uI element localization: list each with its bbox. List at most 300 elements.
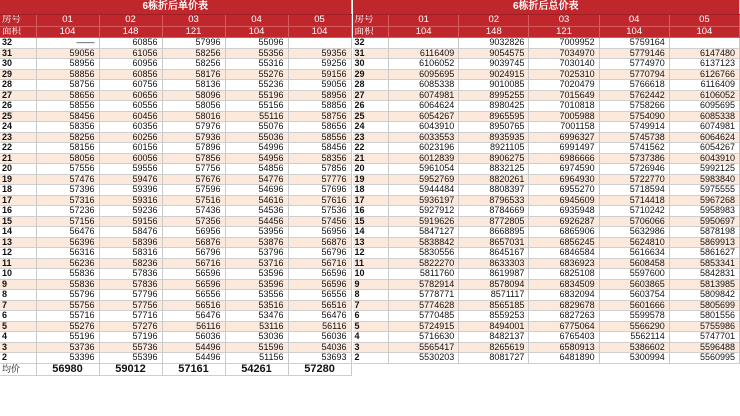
price-cell: 53736 bbox=[36, 342, 99, 353]
price-cell: 51596 bbox=[225, 342, 288, 353]
floor-number: 29 bbox=[0, 69, 36, 80]
area-header: 面积 bbox=[0, 26, 36, 38]
price-cell: 7034970 bbox=[529, 48, 599, 59]
floor-number: 2 bbox=[353, 353, 389, 364]
price-cell: 8619987 bbox=[459, 269, 529, 280]
price-cell: 60556 bbox=[99, 101, 162, 112]
price-cell: 59056 bbox=[36, 48, 99, 59]
unit-price-table bbox=[0, 0, 352, 376]
price-cell: 6126766 bbox=[669, 69, 739, 80]
price-cell: 5597600 bbox=[599, 269, 669, 280]
price-cell: 56876 bbox=[288, 237, 351, 248]
area-header-row bbox=[353, 26, 740, 38]
table-title: 6栋折后单价表 bbox=[0, 0, 351, 15]
price-cell: 57556 bbox=[36, 164, 99, 175]
table-row bbox=[353, 342, 740, 353]
price-cell: 5603865 bbox=[599, 279, 669, 290]
table-row bbox=[353, 353, 740, 364]
table-row bbox=[0, 143, 351, 154]
price-cell bbox=[288, 38, 351, 49]
floor-number: 30 bbox=[353, 59, 389, 70]
price-cell: 8482137 bbox=[459, 332, 529, 343]
price-cell: 7030140 bbox=[529, 59, 599, 70]
unit-header: 05 bbox=[669, 15, 739, 27]
table-row bbox=[353, 174, 740, 185]
price-cell: 6775064 bbox=[529, 321, 599, 332]
price-cell: 8565185 bbox=[459, 300, 529, 311]
price-cell: 6991497 bbox=[529, 143, 599, 154]
price-cell: 8265619 bbox=[459, 342, 529, 353]
area-header: 面积 bbox=[353, 26, 389, 38]
price-cell: 5950697 bbox=[669, 216, 739, 227]
price-cell: 5961054 bbox=[389, 164, 459, 175]
table-row bbox=[353, 164, 740, 175]
price-cell: 5779146 bbox=[599, 48, 669, 59]
price-cell: 9054575 bbox=[459, 48, 529, 59]
floor-number: 18 bbox=[353, 185, 389, 196]
price-cell bbox=[669, 38, 739, 49]
price-cell: 5774970 bbox=[599, 59, 669, 70]
price-cell: 8657031 bbox=[459, 237, 529, 248]
price-cell: 57156 bbox=[36, 216, 99, 227]
price-cell: 55236 bbox=[225, 80, 288, 91]
price-cell: 6926287 bbox=[529, 216, 599, 227]
price-cell: 54956 bbox=[225, 153, 288, 164]
price-cell: 57356 bbox=[162, 216, 225, 227]
price-cell: 59256 bbox=[288, 59, 351, 70]
price-cell: 53036 bbox=[225, 332, 288, 343]
price-cell: 6064624 bbox=[389, 101, 459, 112]
price-cell: 56476 bbox=[162, 311, 225, 322]
floor-number: 10 bbox=[0, 269, 36, 280]
price-cell: 5853341 bbox=[669, 258, 739, 269]
area-value: 104 bbox=[389, 26, 459, 38]
price-cell: 7005988 bbox=[529, 111, 599, 122]
price-cell: 5861627 bbox=[669, 248, 739, 259]
floor-number: 5 bbox=[0, 321, 36, 332]
table-row bbox=[353, 321, 740, 332]
price-cell: 5811760 bbox=[389, 269, 459, 280]
price-cell: 56956 bbox=[288, 227, 351, 238]
price-cell: 56956 bbox=[162, 227, 225, 238]
price-cell: 8980425 bbox=[459, 101, 529, 112]
price-cell: 61056 bbox=[99, 48, 162, 59]
price-cell: 8935935 bbox=[459, 132, 529, 143]
table-row bbox=[353, 122, 740, 133]
price-cell: 60256 bbox=[99, 132, 162, 143]
price-cell: 8571117 bbox=[459, 290, 529, 301]
table-row bbox=[353, 90, 740, 101]
unit-header: 04 bbox=[225, 15, 288, 27]
table-row bbox=[353, 69, 740, 80]
price-cell: 5958983 bbox=[669, 206, 739, 217]
table-row bbox=[0, 269, 351, 280]
table-row bbox=[353, 111, 740, 122]
floor-number: 13 bbox=[353, 237, 389, 248]
price-cell: 8784669 bbox=[459, 206, 529, 217]
floor-number: 23 bbox=[0, 132, 36, 143]
price-cell: 58456 bbox=[36, 111, 99, 122]
price-cell: 6074981 bbox=[389, 90, 459, 101]
table-row bbox=[0, 122, 351, 133]
price-cell: 58396 bbox=[99, 237, 162, 248]
price-cell: 8832125 bbox=[459, 164, 529, 175]
price-cell: 6827263 bbox=[529, 311, 599, 322]
price-cell: 6043910 bbox=[669, 153, 739, 164]
price-cell: 56316 bbox=[36, 248, 99, 259]
table-row bbox=[0, 279, 351, 290]
table-row bbox=[353, 48, 740, 59]
price-cell: 55396 bbox=[99, 353, 162, 364]
price-cell: 60856 bbox=[99, 69, 162, 80]
price-cell: 59156 bbox=[288, 69, 351, 80]
price-cell: 7009952 bbox=[529, 38, 599, 49]
unit-header: 05 bbox=[288, 15, 351, 27]
price-cell: 56596 bbox=[288, 279, 351, 290]
price-cell: 6865906 bbox=[529, 227, 599, 238]
price-cell: 57436 bbox=[162, 206, 225, 217]
table-row bbox=[0, 48, 351, 59]
price-cell: 53693 bbox=[288, 353, 351, 364]
price-cell: 8796533 bbox=[459, 195, 529, 206]
price-cell: 57456 bbox=[288, 216, 351, 227]
floor-number: 24 bbox=[0, 122, 36, 133]
price-cell: 58956 bbox=[36, 59, 99, 70]
price-cell: 5565417 bbox=[389, 342, 459, 353]
price-cell: 5878198 bbox=[669, 227, 739, 238]
price-cell: 53396 bbox=[36, 353, 99, 364]
table-row bbox=[0, 80, 351, 91]
table-row bbox=[353, 185, 740, 196]
price-cell: 57396 bbox=[36, 185, 99, 196]
price-cell: 8645167 bbox=[459, 248, 529, 259]
table-row bbox=[353, 143, 740, 154]
unit-header: 01 bbox=[389, 15, 459, 27]
table-row bbox=[0, 248, 351, 259]
price-cell: 53556 bbox=[225, 290, 288, 301]
price-cell: 56716 bbox=[162, 258, 225, 269]
price-cell: 58016 bbox=[162, 111, 225, 122]
price-cell: 58056 bbox=[36, 153, 99, 164]
table-row bbox=[0, 258, 351, 269]
table-row bbox=[353, 279, 740, 290]
table-row bbox=[353, 300, 740, 311]
price-cell: 5830556 bbox=[389, 248, 459, 259]
floor-number: 9 bbox=[0, 279, 36, 290]
price-cell: 58236 bbox=[99, 258, 162, 269]
price-cell: 6095695 bbox=[389, 69, 459, 80]
price-cell: 8965595 bbox=[459, 111, 529, 122]
price-cell: 7010818 bbox=[529, 101, 599, 112]
price-cell: 5927912 bbox=[389, 206, 459, 217]
price-cell: 58356 bbox=[36, 122, 99, 133]
area-value: 104 bbox=[669, 26, 739, 38]
price-cell: 9032826 bbox=[459, 38, 529, 49]
floor-number: 24 bbox=[353, 122, 389, 133]
price-cell: 5770794 bbox=[599, 69, 669, 80]
total-price-table bbox=[353, 0, 740, 364]
price-cell: 55076 bbox=[225, 122, 288, 133]
price-cell: 5530203 bbox=[389, 353, 459, 364]
table-row bbox=[0, 227, 351, 238]
price-cell: 8559253 bbox=[459, 311, 529, 322]
floor-number: 12 bbox=[353, 248, 389, 259]
price-cell: 8921105 bbox=[459, 143, 529, 154]
table-row bbox=[353, 216, 740, 227]
price-cell: 5603754 bbox=[599, 290, 669, 301]
price-cell: 54696 bbox=[225, 185, 288, 196]
price-cell: 57616 bbox=[288, 195, 351, 206]
price-cell: 6012839 bbox=[389, 153, 459, 164]
unit-header-row bbox=[353, 15, 740, 27]
floor-number: 19 bbox=[0, 174, 36, 185]
floor-number: 18 bbox=[0, 185, 36, 196]
price-cell: 8995255 bbox=[459, 90, 529, 101]
floor-number: 26 bbox=[353, 101, 389, 112]
floor-number: 19 bbox=[353, 174, 389, 185]
price-cell: 8494001 bbox=[459, 321, 529, 332]
table-row bbox=[353, 38, 740, 49]
price-cell: 57856 bbox=[288, 164, 351, 175]
price-cell: 56796 bbox=[162, 248, 225, 259]
table-row bbox=[0, 321, 351, 332]
price-cell: 5983840 bbox=[669, 174, 739, 185]
price-cell: 6085338 bbox=[669, 111, 739, 122]
price-cell: 58176 bbox=[162, 69, 225, 80]
price-cell: 5759164 bbox=[599, 38, 669, 49]
price-cell: 60456 bbox=[99, 111, 162, 122]
price-cell: 57316 bbox=[36, 195, 99, 206]
floor-number: 31 bbox=[0, 48, 36, 59]
price-cell: 57476 bbox=[36, 174, 99, 185]
price-cell: 55356 bbox=[225, 48, 288, 59]
price-cell: 59236 bbox=[99, 206, 162, 217]
price-cell: 58056 bbox=[162, 101, 225, 112]
price-cell: 58476 bbox=[99, 227, 162, 238]
price-cell: 58556 bbox=[36, 101, 99, 112]
price-cell: 8668895 bbox=[459, 227, 529, 238]
price-cell: 57756 bbox=[162, 164, 225, 175]
price-cell: 5724915 bbox=[389, 321, 459, 332]
table-row bbox=[0, 164, 351, 175]
price-cell: 6116409 bbox=[669, 80, 739, 91]
price-cell: 58256 bbox=[36, 132, 99, 143]
price-cell: 56876 bbox=[162, 237, 225, 248]
price-cell: 6955270 bbox=[529, 185, 599, 196]
average-value: 54261 bbox=[225, 363, 288, 375]
price-cell: 6064624 bbox=[669, 132, 739, 143]
unit-header: 04 bbox=[599, 15, 669, 27]
table-row bbox=[0, 111, 351, 122]
average-value: 57161 bbox=[162, 363, 225, 375]
price-cell: 56716 bbox=[288, 258, 351, 269]
price-cell: 56596 bbox=[162, 269, 225, 280]
price-cell: 6935948 bbox=[529, 206, 599, 217]
price-cell: 56516 bbox=[162, 300, 225, 311]
price-cell: 54856 bbox=[225, 164, 288, 175]
price-cell: 8808397 bbox=[459, 185, 529, 196]
price-cell: 58456 bbox=[288, 143, 351, 154]
price-cell: 58556 bbox=[288, 132, 351, 143]
price-cell: 5778771 bbox=[389, 290, 459, 301]
floor-number: 4 bbox=[0, 332, 36, 343]
unit-header-row bbox=[0, 15, 351, 27]
price-cell: 58856 bbox=[36, 69, 99, 80]
area-value: 148 bbox=[99, 26, 162, 38]
price-cell: 53796 bbox=[225, 248, 288, 259]
price-cell: 6834509 bbox=[529, 279, 599, 290]
floor-number: 31 bbox=[353, 48, 389, 59]
floor-number: 16 bbox=[0, 206, 36, 217]
unit-header: 02 bbox=[99, 15, 162, 27]
price-cell: 6846584 bbox=[529, 248, 599, 259]
floor-number: 11 bbox=[353, 258, 389, 269]
price-cell: 5632986 bbox=[599, 227, 669, 238]
price-cell: 57836 bbox=[99, 269, 162, 280]
floor-number: 9 bbox=[353, 279, 389, 290]
price-cell: 5601666 bbox=[599, 300, 669, 311]
table-row bbox=[0, 174, 351, 185]
unit-header: 03 bbox=[162, 15, 225, 27]
price-cell: 53596 bbox=[225, 269, 288, 280]
price-cell: 55736 bbox=[99, 342, 162, 353]
average-label: 均价 bbox=[0, 363, 36, 375]
price-cell: 6481890 bbox=[529, 353, 599, 364]
price-cell: 55836 bbox=[36, 269, 99, 280]
table-row bbox=[353, 258, 740, 269]
table-row bbox=[353, 227, 740, 238]
price-cell: 58256 bbox=[162, 48, 225, 59]
price-cell: 5813985 bbox=[669, 279, 739, 290]
price-cell: 5599578 bbox=[599, 311, 669, 322]
price-cell: 56556 bbox=[162, 290, 225, 301]
price-cell: 6964930 bbox=[529, 174, 599, 185]
price-cell: 56036 bbox=[162, 332, 225, 343]
price-cell: 60756 bbox=[99, 80, 162, 91]
table-title-row bbox=[353, 0, 740, 15]
table-row bbox=[353, 237, 740, 248]
price-cell: 5944484 bbox=[389, 185, 459, 196]
price-cell: 5718594 bbox=[599, 185, 669, 196]
price-cell: 56516 bbox=[288, 300, 351, 311]
area-value: 121 bbox=[162, 26, 225, 38]
average-row bbox=[0, 363, 351, 375]
floor-number: 23 bbox=[353, 132, 389, 143]
price-cell: 5936197 bbox=[389, 195, 459, 206]
floor-number: 16 bbox=[353, 206, 389, 217]
floor-number: 22 bbox=[0, 143, 36, 154]
price-cell: 7020479 bbox=[529, 80, 599, 91]
price-cell: 8906275 bbox=[459, 153, 529, 164]
price-cell: 6945609 bbox=[529, 195, 599, 206]
price-cell: 6074981 bbox=[669, 122, 739, 133]
table-row bbox=[0, 353, 351, 364]
price-cell: 57236 bbox=[36, 206, 99, 217]
price-cell: 6829678 bbox=[529, 300, 599, 311]
table-row bbox=[0, 206, 351, 217]
price-cell: 5749914 bbox=[599, 122, 669, 133]
price-cell: 55196 bbox=[36, 332, 99, 343]
price-cell: 53116 bbox=[225, 321, 288, 332]
price-cell: 5758266 bbox=[599, 101, 669, 112]
price-cell: 6974590 bbox=[529, 164, 599, 175]
floor-number: 17 bbox=[353, 195, 389, 206]
price-cell: 5822270 bbox=[389, 258, 459, 269]
price-cell: 56236 bbox=[36, 258, 99, 269]
price-cell: 5710242 bbox=[599, 206, 669, 217]
table-row bbox=[0, 153, 351, 164]
price-cell: 6856245 bbox=[529, 237, 599, 248]
price-cell: 57776 bbox=[288, 174, 351, 185]
table-row bbox=[0, 311, 351, 322]
area-value: 121 bbox=[529, 26, 599, 38]
price-cell: 57596 bbox=[162, 185, 225, 196]
room-header: 房号 bbox=[353, 15, 389, 27]
price-cell: 7025310 bbox=[529, 69, 599, 80]
price-cell: 5562114 bbox=[599, 332, 669, 343]
floor-number: 27 bbox=[353, 90, 389, 101]
floor-number: 3 bbox=[353, 342, 389, 353]
table-row bbox=[0, 300, 351, 311]
price-cell: 6765403 bbox=[529, 332, 599, 343]
price-cell: 5747701 bbox=[669, 332, 739, 343]
price-cell: 5745738 bbox=[599, 132, 669, 143]
floor-number: 6 bbox=[0, 311, 36, 322]
price-cell: 8950765 bbox=[459, 122, 529, 133]
price-cell: 58756 bbox=[36, 80, 99, 91]
price-cell: 54996 bbox=[225, 143, 288, 154]
price-cell: 5847127 bbox=[389, 227, 459, 238]
floor-number: 3 bbox=[0, 342, 36, 353]
price-cell: 5726946 bbox=[599, 164, 669, 175]
area-value: 104 bbox=[36, 26, 99, 38]
unit-header: 03 bbox=[529, 15, 599, 27]
price-cell: 60056 bbox=[99, 153, 162, 164]
table-row bbox=[353, 101, 740, 112]
floor-number: 14 bbox=[0, 227, 36, 238]
price-cell: 57716 bbox=[99, 311, 162, 322]
price-cell: 55156 bbox=[225, 101, 288, 112]
price-cell: 58756 bbox=[288, 111, 351, 122]
floor-number: 20 bbox=[353, 164, 389, 175]
table-row bbox=[0, 237, 351, 248]
price-cell: 8081727 bbox=[459, 353, 529, 364]
floor-number: 7 bbox=[353, 300, 389, 311]
price-cell: 55276 bbox=[225, 69, 288, 80]
floor-number: 28 bbox=[0, 80, 36, 91]
price-cell: 5992125 bbox=[669, 164, 739, 175]
price-cell: 55096 bbox=[225, 38, 288, 49]
unit-header: 02 bbox=[459, 15, 529, 27]
price-cell: 55756 bbox=[36, 300, 99, 311]
area-header-row bbox=[0, 26, 351, 38]
table-row bbox=[353, 332, 740, 343]
price-cell: —— bbox=[36, 38, 99, 49]
price-cell: 60356 bbox=[99, 122, 162, 133]
price-cell: 5714418 bbox=[599, 195, 669, 206]
price-cell: 60156 bbox=[99, 143, 162, 154]
price-cell: 5774628 bbox=[389, 300, 459, 311]
table-row bbox=[0, 185, 351, 196]
price-cell: 5805699 bbox=[669, 300, 739, 311]
price-cell: 57936 bbox=[162, 132, 225, 143]
price-cell: 5737386 bbox=[599, 153, 669, 164]
table-row bbox=[353, 206, 740, 217]
price-cell: 6986666 bbox=[529, 153, 599, 164]
floor-number: 32 bbox=[353, 38, 389, 49]
price-cell: 6137123 bbox=[669, 59, 739, 70]
price-cell: 55716 bbox=[36, 311, 99, 322]
